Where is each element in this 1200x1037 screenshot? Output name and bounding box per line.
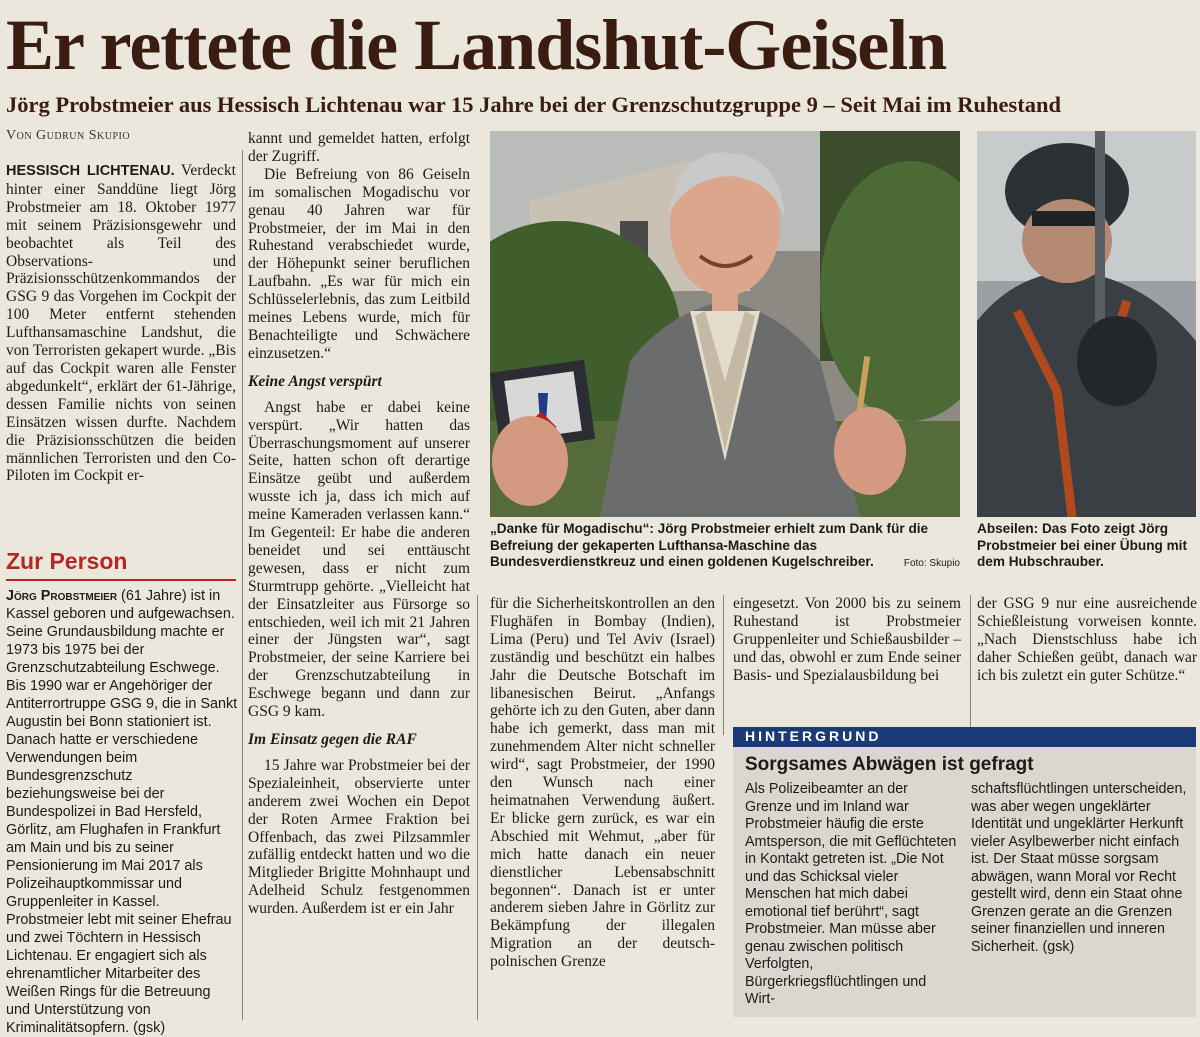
zur-person-heading: Zur Person bbox=[6, 548, 128, 574]
column-rule bbox=[970, 595, 971, 735]
photo-credit: Foto: Skupio bbox=[903, 558, 960, 569]
hintergrund-text: Als Polizeibeamter an der Grenze und im Inland war Probstmeier häufig die erste Amtsperson, die mit Geflüchteten in Kontakt getreten ist. „Die Not und das Schicksal vieler Menschen hat mich dabei emotional tief berührt“, sagt Probstmeier. Man müsse aber genau zwischen politisch Verfolgten, Bürgerkriegsflüchtlingen und Wirt- bbox=[745, 781, 957, 1007]
subheading: Im Einsatz gegen die RAF bbox=[248, 731, 417, 748]
article-column-3 bbox=[490, 595, 715, 971]
dateline: HESSISCH LICHTENAU. bbox=[6, 163, 175, 179]
article-paragraph: 15 Jahre war Probstmeier bei der Spezialeinheit, observierte unter anderem zwei Wochen ein Depot der Roten Armee Fraktion bei Offenbach, das zwei Pilzsammler zufällig entdeckt hatten und wo die Mitglieder Brigitte Mohnhaupt und Adelheid Schulz festgenommen wurden. Außerdem ist er ein Jahr bbox=[248, 756, 470, 918]
hintergrund-text: schaftsflüchtlingen unterscheiden, was aber wegen ungeklärter Identität und ungeklärter Herkunft vieler Asylbewerber nicht einfach ist. Der Staat müsse sorgsam abwägen, wann Moral vor Recht gestellt wird, denn ein Staat ohne Grenzen gerate an die Grenzen seiner finanziellen und inneren Sicherheit. (gsk) bbox=[971, 781, 1187, 955]
caption-text: „Danke für Mogadischu“: Jörg Probstmeier erhielt zum Dank für die Befreiung der gekaperten Lufthansa-Maschine das Bundesverdienstkreuz und einen goldenen Kugelschreiber. bbox=[490, 521, 929, 569]
article-paragraph: für die Sicherheitskontrollen an den Flughäfen in Bombay (Indien), Lima (Peru) und Tel Aviv (Israel) zuständig und beschützt ein halbes Jahr die Deutsche Botschaft im libanesischen Beirut. „Anfangs gehörte ich zu den Guten, aber dann habe ich gemerkt, dass man mit zunehmendem Alter nicht schneller wird“, sagt Probstmeier, der 1990 den Wunsch nach einer heimatnahen Verwendung äußert. Er blicke gern zurück, es war ein Abschied mit Wehmut, „aber für mich hatte danach ein neuer dienstlicher Lebensabschnitt begonnen“. Danach ist er unter anderem sieben Jahre in Görlitz zur Bekämpfung der illegalen Migration an der deutsch-polnischen Grenze bbox=[490, 595, 715, 971]
column-rule bbox=[477, 595, 478, 1020]
article-text: Verdeckt hinter einer Sanddüne liegt Jörg Probstmeier am 18. Oktober 1977 mit seinem Präzisionsgewehr und beobachtet als Teil des Observations- und Präzisionsschützenkommandos der GSG 9 das Vorgehen im Cockpit der 100 Meter entfernt stehenden Lufthansamaschine Landshut, die von Terroristen gekapert wurde. „Bis auf das Cockpit waren alle Fenster abgedunkelt“, erklärt der 61-Jährige, dessen Familie nichts von seinen Einsätzen wissen durfte. Nachdem die Präzisionsschützen die beiden männlichen Terroristen und den Co-Piloten im Cockpit er- bbox=[6, 162, 236, 485]
article-column-5 bbox=[977, 595, 1197, 685]
side-photo bbox=[977, 131, 1196, 517]
subheadline: Jörg Probstmeier aus Hessisch Lichtenau war 15 Jahre bei der Grenzschutzgruppe 9 – Seit Mai im Ruhestand bbox=[6, 92, 1061, 117]
side-photo-caption: Abseilen: Das Foto zeigt Jörg Probstmeier bei einer Übung mit dem Hubschrauber. bbox=[977, 521, 1187, 569]
article-paragraph: kannt und gemeldet hatten, erfolgt der Zugriff. bbox=[248, 130, 470, 165]
article-paragraph: Die Befreiung von 86 Geiseln im somalischen Mogadischu vor genau 40 Jahren war für Probstmeier, der im Mai in den Ruhestand verabschiedet wurde, der Höhepunkt seiner beruflichen Laufbahn. „Es war für mich ein Schlüsselerlebnis, das zum Leitbild meines Lebens wurde, mich für Benachteiligte und Schwächere einzusetzen.“ bbox=[248, 165, 470, 362]
article-paragraph: eingesetzt. Von 2000 bis zu seinem Ruhestand ist Probstmeier Gruppenleiter und Schießausbilder – und das, obwohl er zum Ende seiner Basis- und Spezialausbildung bei bbox=[733, 595, 961, 684]
zur-person-text bbox=[6, 587, 238, 1037]
article-column-2 bbox=[248, 130, 470, 918]
person-name: Jörg Probstmeier bbox=[6, 588, 118, 604]
person-bio: (61 Jahre) ist in Kassel geboren und aufgewachsen. Seine Grundausbildung machte er 1973 bis 1975 bei der Grenzschutzabteilung Eschwege. Bis 1990 war er Angehöriger der Antiterrortruppe GSG 9, die in Sankt Augustin bei Bonn stationiert ist. Danach hatte er verschiedene Verwendungen beim Bundesgrenzschutz beziehungsweise bei der Bundespolizei in Bad Hersfeld, Görlitz, am Flughafen in Frankfurt am Main und bis zu seiner Pensionierung im Mai 2017 als Polizeihauptkommissar und Gruppenleiter in Kassel. Probstmeier lebt mit seiner Ehefrau und zwei Töchtern in Hessisch Lichtenau. Er engagiert sich als ehrenamtlicher Mitarbeiter des Weißen Rings für die Betreuung und Unterstützung von Kriminalitätsopfern. (gsk) bbox=[6, 588, 238, 1036]
heading-rule bbox=[6, 579, 236, 581]
article-paragraph: Angst habe er dabei keine verspürt. „Wir hatten das Überraschungsmoment auf unserer Seite, hatten schon oft derartige Einsätze geübt und außerdem wusste ich ja, dass ich mich auf meine Kameraden verlassen kann.“ Im Gegenteil: Er habe die anderen beneidet und sei enttäuscht gewesen, dass er nicht zum Sturmtrupp gehörte. „Vielleicht hat der Einsatzleiter aus Fürsorge so entschieden, weil ich mit 21 Jahren einer der Jüngsten war“, sagt Probstmeier, der seine Karriere bei der Grenzschutzabteilung in Eschwege begann und dann zur GSG 9 kam. bbox=[248, 398, 470, 721]
headline: Er rettete die Landshut-Geiseln bbox=[6, 5, 947, 85]
subheading: Keine Angst verspürt bbox=[248, 372, 382, 390]
hintergrund-label: HINTERGRUND bbox=[745, 728, 882, 744]
main-photo bbox=[490, 131, 960, 517]
hintergrund-title: Sorgsames Abwägen ist gefragt bbox=[745, 754, 1034, 775]
column-rule bbox=[723, 595, 724, 735]
article-paragraph: der GSG 9 nur eine ausreichende Schießleistung vorweisen konnte. „Nach Dienstschluss habe ich daher Schießen geübt, danach war ich bis zuletzt ein guter Schütze.“ bbox=[977, 595, 1197, 684]
column-rule bbox=[242, 150, 243, 1020]
byline: Von Gudrun Skupio bbox=[6, 128, 131, 143]
article-lead bbox=[6, 162, 236, 485]
main-photo-caption bbox=[490, 521, 960, 573]
article-column-4 bbox=[733, 595, 961, 685]
